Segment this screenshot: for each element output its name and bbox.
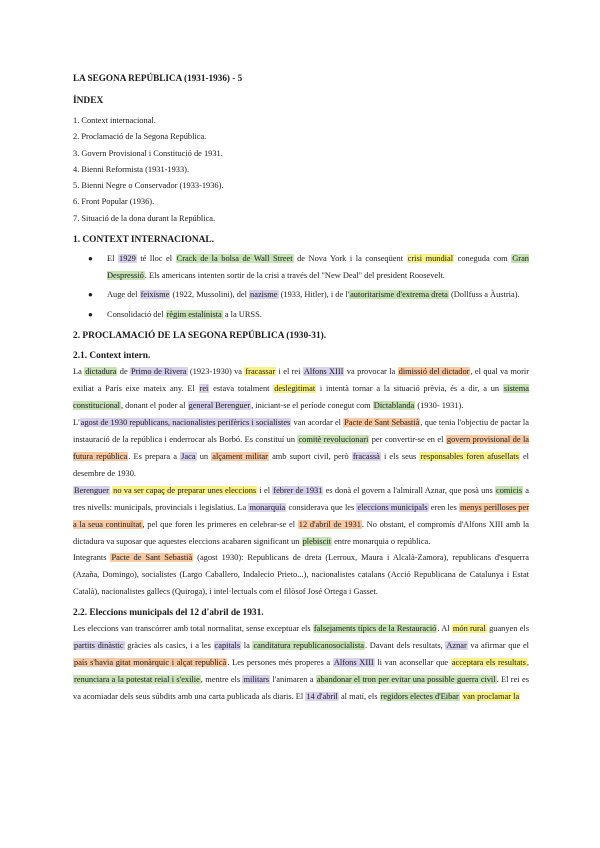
text-run: , iniciant-se el període conegut com	[251, 401, 373, 411]
text-run: L'	[73, 418, 80, 428]
highlighted-text: monarquia	[249, 502, 286, 512]
index-item: 1. Context internacional.	[73, 116, 156, 125]
text-run: , el qual va morir exiliat a París eixe mateix any. El	[73, 367, 530, 394]
highlighted-text: crisi mundial	[407, 254, 454, 264]
highlighted-text: 14 d'abril	[306, 691, 338, 701]
text-run: Integrants	[73, 553, 111, 563]
text-run: amb suport civil, però	[268, 451, 352, 461]
text-run: (1930- 1931).	[415, 401, 464, 411]
text-run: . Es prepara a	[128, 451, 181, 461]
text-run: , que tenia l'objectiu de pactar la instauració de la república i enderrocar als Borbó. Es constituí un	[73, 418, 529, 445]
bullet-icon: ●	[88, 290, 93, 300]
subsection-2-1-heading: 2.1. Context intern.	[73, 351, 151, 362]
highlighted-text: deslegitimat	[274, 384, 316, 394]
text-run: a tres nivells: municipals, provincials i legislatius. La	[73, 485, 529, 512]
text-run: . El rei es va acomiadar dels seus súbdits amb una carta publicada als diaris. El	[73, 674, 529, 701]
text-run: . Les persones més properes a	[227, 657, 333, 667]
index-list	[73, 113, 529, 227]
highlighted-text: Dictablanda	[373, 401, 415, 411]
text-run: . Al	[437, 624, 452, 634]
highlighted-text: fracassar	[245, 367, 276, 377]
highlighted-text: feixisme	[140, 290, 170, 300]
highlighted-text: rei	[199, 384, 209, 394]
text-run: coneguda com	[454, 254, 512, 264]
paragraph	[73, 364, 529, 415]
highlighted-text: país s'havia gitat monàrquic i alçat republicà	[74, 657, 227, 667]
highlighted-text: febrer de 1931	[273, 485, 323, 495]
bullet-item	[88, 287, 529, 304]
highlighted-text: règim estalinista	[166, 309, 222, 319]
text-run: al matí, els	[338, 691, 380, 701]
highlighted-text: Pacte de Sant Sebastià	[344, 418, 420, 428]
highlighted-text: sistema constitucional	[73, 384, 529, 411]
index-item: 6. Front Popular (1936).	[73, 197, 155, 207]
text-run: té lloc el	[136, 254, 176, 264]
text-run: van acordar el	[291, 418, 344, 428]
text-run: Auge del	[107, 290, 140, 300]
text-run: i intentà tornar a la situació prèvia, és a dir, a un	[316, 384, 503, 394]
text-run: , donant el poder al	[120, 401, 188, 411]
highlighted-text: eleccions municipals	[357, 502, 428, 512]
text-run: (1933, Hitler), i de l'	[278, 290, 350, 300]
text-run: a la URSS.	[222, 309, 262, 319]
text-run: per convertir-se en el	[369, 435, 446, 445]
highlighted-text: govern provisional de la futura república	[73, 435, 530, 461]
paragraph	[73, 621, 529, 706]
highlighted-text: dictadura	[85, 367, 117, 377]
highlighted-text: regidors electes d'Eibar	[380, 691, 459, 701]
section-1-heading: 1. CONTEXT INTERNACIONAL.	[73, 235, 214, 246]
text-run: i els seus	[380, 451, 420, 461]
highlighted-text: militars	[243, 674, 270, 684]
text-run: un	[196, 451, 212, 461]
highlighted-text: menys perilloses per a la seua continuïtat	[73, 502, 529, 529]
bullet-icon: ●	[88, 309, 93, 319]
text-run: . No obstant, el compromís d'Alfons XIII amb la dictadura va suposar que aquestes eleccions acabaren significant un	[73, 519, 530, 546]
text-run: . Els americans intenten sortir de la crisi a través del "New Deal" del president Roosevelt.	[144, 270, 445, 280]
text-run: El	[107, 254, 119, 264]
text-run: eren les	[428, 502, 459, 512]
highlighted-text: general Berenguer	[188, 401, 251, 411]
highlighted-text: 1929	[119, 254, 136, 264]
highlighted-text: Alfons XIII	[333, 657, 374, 667]
bullet-text	[107, 254, 529, 280]
highlighted-text: canditatura republicanosocialista	[253, 641, 364, 651]
highlighted-text: Crack de la bolsa de Wall Street	[176, 254, 293, 264]
text-run: el desembre de 1930.	[73, 451, 530, 478]
highlighted-text: Alfons XIII	[303, 367, 344, 377]
highlighted-text: acceptara els resultats	[451, 657, 526, 667]
highlighted-text: Pacte de Sant Sebastià	[111, 553, 193, 563]
highlighted-text: autoritarisme d'extrema dreta	[350, 290, 448, 300]
section-2-heading: 2. PROCLAMACIÓ DE LA SEGONA REPÚBLICA (1930-31).	[73, 331, 327, 342]
highlighted-text: fracassà	[352, 451, 380, 461]
text-run: (Dollfuss a Àustria).	[448, 290, 520, 300]
highlighted-text: Primo de Rivera	[131, 367, 187, 377]
index-item: 2. Proclamació de la Segona República.	[73, 132, 207, 142]
text-run: es donà el govern a l'almirall Aznar, que posà uns	[323, 485, 495, 495]
text-run: . Davant dels resultats,	[365, 641, 446, 651]
highlighted-text: van proclamar la	[462, 691, 520, 701]
text-run: entre monarquia o república.	[331, 536, 431, 546]
text-run: (agost 1930): Republicans de dreta (Lerroux, Maura i Alcalà-Zamora), republicans d'esquerra (Azaña, Domingo), socialistes (Largo Caballero, Indalecio Prieto...), nacionalistes catalans (Acció Republicana de Catalunya i Estat Català), nacionalistes gallecs (Quiroga), i intel·lectuals com el filòsof José Ortega i Gasset.	[73, 553, 529, 597]
index-item: 7. Situació de la dona durant la República.	[73, 213, 216, 223]
highlighted-text: responsables foren afusellats	[420, 451, 519, 461]
text-run: Les eleccions van transcórrer amb total normalitat, sense exceptuar els	[73, 624, 313, 634]
text-run: guanyen els	[486, 624, 529, 634]
highlighted-text: comitè revolucionari	[298, 435, 369, 445]
bullet-item	[88, 251, 529, 284]
highlighted-text: 12 d'abril de 1931	[298, 519, 361, 529]
text-run: estava totalment	[209, 384, 274, 394]
index-item: 5. Bienni Negre o Conservador (1933-1936).	[73, 181, 224, 191]
text-run: l'animaren a	[270, 674, 316, 684]
text-run: va afirmar que el	[467, 641, 530, 651]
highlighted-text: capitals	[214, 641, 241, 651]
paragraph	[73, 550, 529, 601]
document-body	[73, 70, 529, 706]
highlighted-text: alçament militar	[212, 451, 268, 461]
highlighted-text: Berenguer	[74, 485, 109, 495]
text-run: i el	[257, 485, 273, 495]
bullet-text	[107, 290, 520, 299]
text-run: La	[73, 367, 85, 377]
index-item: 4. Bienni Reformista (1931-1933).	[73, 164, 190, 174]
highlighted-text: agost de 1930 republicans, nacionalistes perifèrics i socialistes	[80, 418, 291, 428]
highlighted-text: falsejaments típics de la Restauració	[313, 624, 437, 634]
section-1-bullets	[73, 251, 529, 323]
highlighted-text: nazisme	[250, 290, 278, 300]
paragraph	[73, 415, 529, 483]
subsection-2-2-heading: 2.2. Eleccions municipals del 12 d'abril de 1931.	[73, 608, 264, 619]
highlighted-text: món rural	[452, 624, 486, 634]
text-run: Consolidació del	[107, 309, 166, 319]
text-run: (1923-1930) va	[187, 367, 245, 377]
highlighted-text: plebiscit	[302, 536, 331, 546]
paragraph	[73, 483, 529, 551]
text-run: considerava que les	[286, 502, 357, 512]
highlighted-text: Gran Despressió	[107, 254, 529, 280]
highlighted-text: no va ser capaç de preparar unes eleccions	[113, 485, 257, 495]
highlighted-text: dimissió del dictador	[398, 367, 470, 377]
text-run: i el rei	[276, 367, 303, 377]
text-run: de	[117, 367, 131, 377]
text-run: , mentre els	[200, 674, 243, 684]
document-title: LA SEGONA REPÚBLICA (1931-1936) - 5	[73, 73, 243, 83]
text-run: va provocar la	[344, 367, 398, 377]
bullet-item	[88, 307, 529, 324]
bullet-text	[107, 310, 262, 319]
text-run: , pel que foren les primeres en celebrar-se el	[142, 519, 298, 529]
highlighted-text: Aznar	[446, 641, 467, 651]
text-run: de Nova York i la conseqüent	[293, 254, 407, 264]
text-run: gràcies als casics, i a les	[124, 641, 214, 651]
text-run: (1922, Mussolini), del	[170, 290, 250, 300]
index-item: 3. Govern Provisional i Constitució de 1931.	[73, 148, 223, 158]
highlighted-text: comicis	[495, 485, 523, 495]
highlighted-text: partits dinàstic	[74, 641, 124, 651]
highlighted-text: abandonar el tron per evitar una possible guerra civil	[316, 674, 496, 684]
highlighted-text: renunciara a la potestat reial i s'exilie	[74, 674, 200, 684]
text-run: la	[241, 641, 253, 651]
text-run: li van aconsellar que	[374, 657, 451, 667]
highlighted-text: Jaca	[181, 451, 196, 461]
bullet-icon: ●	[88, 254, 93, 264]
index-heading: ÍNDEX	[73, 96, 104, 106]
text-run: ,	[526, 657, 529, 667]
